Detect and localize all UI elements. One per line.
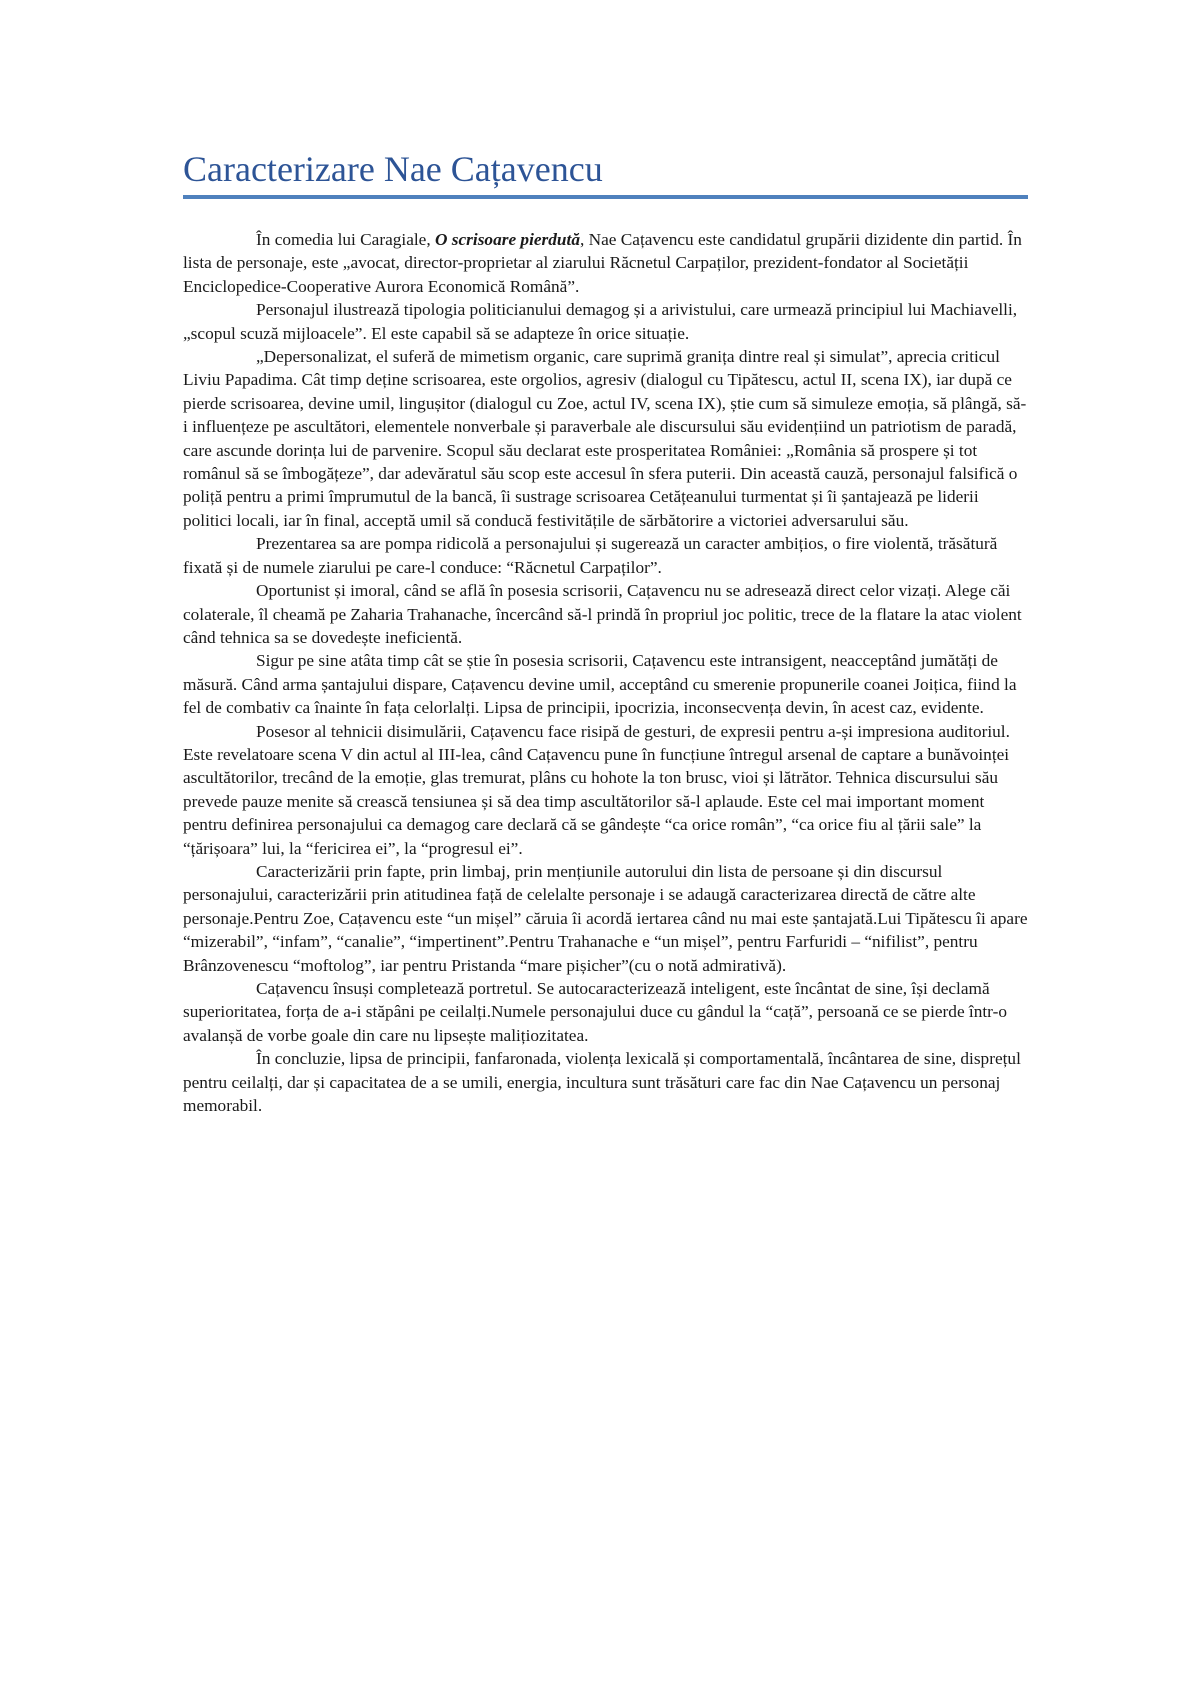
paragraph: Personajul ilustrează tipologia politicianului demagog și a arivistului, care urmează principiul lui Machiavelli, „scopul scuză mijloacele”. El este capabil să se adapteze în orice situație. — [183, 300, 1018, 343]
paragraph: Cațavencu însuși completează portretul. Se autocaracterizează inteligent, este încântat de sine, își declamă superioritatea, forța de a-i stăpâni pe ceilalți.Numele personajului duce cu gândul la “cață”, persoană ce se pierde într-o avalanșă de vorbe goale din care nu lipsește malițiozitatea. — [183, 979, 1007, 1045]
work-title: O scrisoare pierdută — [434, 230, 580, 249]
paragraph-conclusion: În concluzie, lipsa de principii, fanfaronada, violența lexicală și comportamentală, încântarea de sine, disprețul pentru ceilalți, dar și capacitatea de a se umili, energia, incultura sunt trăsături care fac din Nae Cațavencu un personaj memorabil. — [183, 1049, 1021, 1116]
paragraph: Caracterizării prin fapte, prin limbaj, prin mențiunile autorului din lista de persoane și din discursul personajului, caracterizării prin atitudinea față de celelalte personaje i se adaugă caracterizarea directă de către alte personaje.Pentru Zoe, Cațavencu este “un mișel” căruia îi acordă iertarea când nu mai este șantajată.Lui Tipătescu îi apare “mizerabil”, “infam”, “canalie”, “impertinent”.Pentru Trahanache e “un mișel”, pentru Farfuridi – “nifilist”, pentru Brânzovenescu “moftolog”, iar pentru Pristanda “mare pișicher”(cu o notă admirativă). — [183, 861, 1028, 975]
title-underline-divider — [183, 195, 1028, 199]
paragraph-intro — [183, 228, 1028, 298]
paragraph: „Depersonalizat, el suferă de mimetism organic, care suprimă granița dintre real și simulat”, aprecia criticul Liviu Papadima. Cât timp deține scrisoarea, este orgolios, agresiv (dialogul cu Tipătescu, actul II, scena IX), iar după ce pierde scrisoarea, devine umil, lingușitor (dialogul cu Zoe, actul IV, scena IX), știe cum să simuleze emoția, să plângă, să-i influențeze pe ascultători, elementele nonverbale și paraverbale ale discursului său evidențiind un patriotism de paradă, care ascunde dorința lui de parvenire. Scopul său declarat este prosperitatea României: „România să prospere și tot românul să se îmbogățeze”, dar adevăratul său scop este accesul în sfera puterii. Din această cauză, personajul falsifică o poliță pentru a primi împrumutul de la bancă, îi sustrage scrisoarea Cetățeanului turmentat și îi șantajează pe liderii politici locali, iar în final, acceptă umil să conducă festivitățile de sărbătorire a victoriei adversarului său. — [183, 347, 1027, 530]
paragraph: Sigur pe sine atâta timp cât se știe în posesia scrisorii, Cațavencu este intransigent, neacceptând jumătăți de măsură. Când arma șantajului dispare, Cațavencu devine umil, acceptând cu smerenie propunerile coanei Joițica, fiind la fel de combativ ca înainte în fața celorlalți. Lipsa de principii, ipocrizia, inconsecvența devin, în acest caz, evidente. — [183, 651, 1017, 718]
paragraph: Oportunist și imoral, când se află în posesia scrisorii, Cațavencu nu se adresează direct celor vizați. Alege căi colaterale, îl cheamă pe Zaharia Trahanache, încercând să-l prindă în propriul joc politic, trece de la flatare la atac violent când tehnica sa se dovedește ineficientă. — [183, 581, 1022, 647]
intro-text-after: , Nae Cațavencu este candidatul grupării dizidente din partid. În lista de personaje, este „avocat, director-proprietar al ziarului Răcnetul Carpaților, prezident-fondator al Societății Enciclopedice-Cooperative Aurora Economică Română”. — [183, 230, 1022, 296]
intro-text-before: În comedia lui Caragiale, — [256, 230, 435, 249]
paragraph: Prezentarea sa are pompa ridicolă a personajului și sugerează un caracter ambițios, o fire violentă, trăsătură fixată și de numele ziarului pe care-l conduce: “Răcnetul Carpaților”. — [183, 534, 998, 577]
essay-body — [183, 228, 1028, 1117]
paragraph: Posesor al tehnicii disimulării, Cațavencu face risipă de gesturi, de expresii pentru a-și impresiona auditoriul. Este revelatoare scena V din actul al III-lea, când Cațavencu pune în funcțiune întregul arsenal de captare a bunăvoinței ascultătorilor, trecând de la emoție, glas tremurat, plâns cu hohote la ton brusc, vioi și lătrător. Tehnica discursului său prevede pauze menite să crească tensiunea și să dea timp ascultătorilor să-l aplaude. Este cel mai important moment pentru definirea personajului ca demagog care declară că se gândește “ca orice român”, “ca orice fiu al țării sale” la “țărișoara” lui, la “fericirea ei”, la “progresul ei”. — [183, 721, 1010, 858]
page-title: Caracterizare Nae Cațavencu — [183, 149, 603, 189]
